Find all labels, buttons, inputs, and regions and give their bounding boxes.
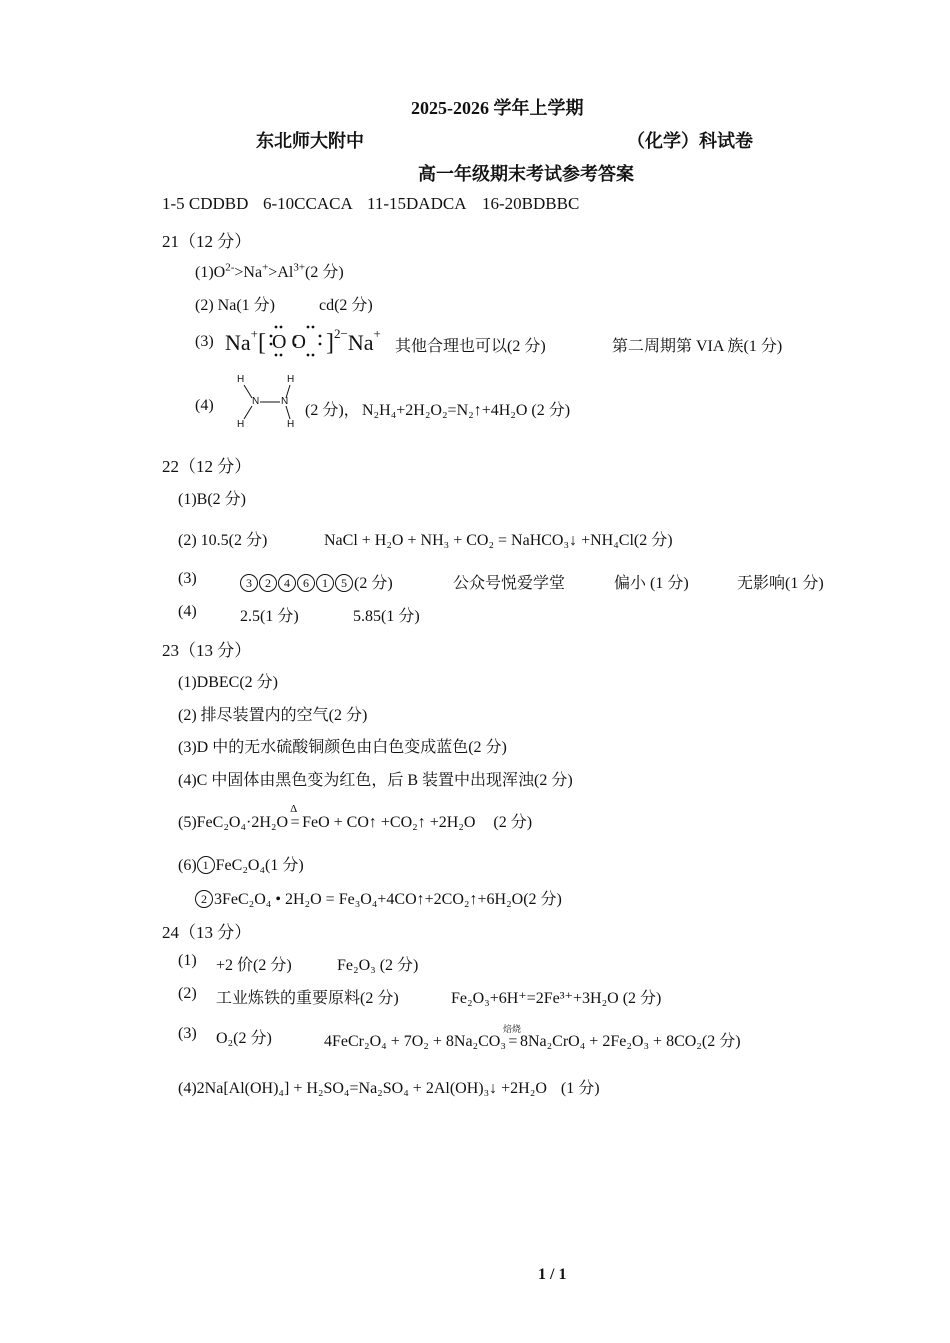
q24-p3-score: (2 分) bbox=[701, 1033, 741, 1050]
q23-heading: 23（13 分） bbox=[162, 641, 252, 660]
q23-part2: (2) 排尽装置内的空气(2 分) bbox=[178, 707, 368, 724]
q24-heading: 24（13 分） bbox=[162, 923, 252, 942]
circled-number: 3 bbox=[240, 574, 258, 592]
q22-part1: (1)B(2 分) bbox=[178, 491, 246, 508]
q24-part1-b: Fe₂O₃ (2 分) bbox=[337, 957, 419, 974]
q22-part2-value: (2) 10.5(2 分) bbox=[178, 532, 268, 549]
q23-part6-a bbox=[178, 852, 304, 875]
peroxide-charge: 2− bbox=[334, 326, 348, 341]
q24-part2-label: (2) bbox=[178, 985, 197, 1002]
q24-part1-label: (1) bbox=[178, 952, 197, 969]
q21-p1-text-na: >Na bbox=[234, 264, 263, 281]
circled-number: 4 bbox=[278, 574, 296, 592]
q21-part3-note: 其他合理也可以(2 分) bbox=[395, 338, 546, 355]
q23-part4: (4)C 中固体由黑色变为红色，后 B 装置中出现浑浊(2 分) bbox=[178, 772, 573, 789]
na-charge-right: + bbox=[373, 326, 381, 341]
q23-p6-b-text: 3FeC₂O₄ • 2H₂O = Fe₃O₄+4CO↑+2CO₂↑+6H₂O(2 分) bbox=[214, 891, 562, 908]
bracket-right: ] bbox=[326, 330, 334, 356]
q24-part4 bbox=[178, 1075, 600, 1098]
q23-p6-a-text: FeC₂O₄(1 分) bbox=[215, 857, 304, 874]
q24-part2-a: 工业炼铁的重要原料(2 分) bbox=[216, 990, 399, 1007]
circled-number: 6 bbox=[297, 574, 315, 592]
roast-condition: 焙烧 bbox=[502, 1024, 521, 1034]
exam-subject: （化学）科试卷 bbox=[627, 131, 753, 151]
q23-p6-label: (6) bbox=[178, 857, 197, 874]
q21-part4-label: (4) bbox=[195, 397, 214, 414]
q24-p3-eqsign: = bbox=[508, 1033, 518, 1050]
q23-part1: (1)DBEC(2 分) bbox=[178, 674, 278, 691]
peroxide-dots-icon bbox=[268, 324, 324, 358]
q21-heading: 21（12 分） bbox=[162, 232, 252, 251]
hydrazine-structure bbox=[234, 374, 298, 430]
delta-icon: Δ bbox=[290, 803, 298, 815]
q21-part4-score: (2 分)， bbox=[305, 402, 360, 419]
peroxide-o-text: O O bbox=[272, 331, 306, 353]
na-ion-left: Na bbox=[225, 330, 251, 355]
q22-part3-order bbox=[240, 570, 393, 593]
choice-answers-1-5: 1-5 CDDBD bbox=[162, 194, 249, 213]
q24-p3-left: 4FeCr₂O₄ + 7O₂ + 8Na₂CO₃ bbox=[324, 1033, 506, 1050]
atom-h-1: H bbox=[237, 374, 245, 385]
q23-p5-score: (2 分) bbox=[493, 814, 533, 831]
school-name: 东北师大附中 bbox=[256, 131, 364, 151]
atom-n-1: N bbox=[252, 396, 260, 407]
sodium-peroxide-dot-formula bbox=[225, 324, 381, 360]
q24-part1-a: +2 价(2 分) bbox=[216, 957, 292, 974]
q23-p5-reactant: (5)FeC₂O₄·2H₂O bbox=[178, 814, 289, 831]
choice-answers-16-20: 16-20BDBBC bbox=[482, 194, 580, 213]
q22-part3-b: 偏小 (1 分) bbox=[614, 575, 689, 592]
circled-number: 5 bbox=[335, 574, 353, 592]
watermark-text: 公众号悦爱学堂 bbox=[453, 575, 566, 592]
q24-p3-right: 8Na₂CrO₄ + 2Fe₂O₃ + 8CO₂ bbox=[519, 1033, 702, 1050]
q21-p1-score: (2 分) bbox=[305, 264, 344, 281]
q21-p1-sup-o: 2- bbox=[225, 261, 235, 274]
page-number: 1 / 1 bbox=[538, 1266, 567, 1283]
q21-part2-b: cd(2 分) bbox=[319, 297, 373, 314]
q21-part3-group: 第二周期第 VIA 族(1 分) bbox=[612, 338, 783, 355]
q24-part2-b: Fe₂O₃+6H⁺=2Fe³⁺+3H₂O (2 分) bbox=[451, 990, 662, 1007]
choice-answers-11-15: 11-15DADCA bbox=[367, 194, 467, 213]
choice-answers-6-10: 6-10CCACA bbox=[263, 194, 353, 213]
circled-number: 2 bbox=[259, 574, 277, 592]
heat-equals bbox=[288, 803, 302, 832]
q22-part4-b: 5.85(1 分) bbox=[353, 608, 420, 625]
atom-h-2: H bbox=[237, 419, 245, 430]
q22-part3-c: 无影响(1 分) bbox=[737, 575, 824, 592]
q24-p4-score: (1 分) bbox=[560, 1080, 600, 1097]
na-charge-left: + bbox=[250, 326, 258, 341]
q21-part1 bbox=[195, 259, 344, 282]
atom-h-3: H bbox=[287, 374, 295, 385]
peroxide-ion bbox=[266, 324, 326, 358]
circled-number: 1 bbox=[197, 856, 215, 874]
q21-part2-a: (2) Na(1 分) bbox=[195, 297, 275, 314]
q21-p1-sup-na: + bbox=[262, 261, 269, 274]
q23-p5-products: FeO + CO↑ +CO₂↑ +2H₂O bbox=[302, 814, 476, 831]
q23-part3: (3)D 中的无水硫酸铜颜色由白色变成蓝色(2 分) bbox=[178, 739, 507, 756]
q23-p5-eqsign: = bbox=[290, 814, 300, 831]
circled-number: 1 bbox=[316, 574, 334, 592]
q22-part4-a: 2.5(1 分) bbox=[240, 608, 299, 625]
q21-part4-equation: N₂H₄+2H₂O₂=N₂↑+4H₂O (2 分) bbox=[362, 402, 571, 419]
q23-part5 bbox=[178, 803, 533, 832]
q22-part3-label: (3) bbox=[178, 570, 197, 587]
q21-p1-text-al: >Al bbox=[268, 264, 294, 281]
q22-part4-label: (4) bbox=[178, 603, 197, 620]
atom-h-4: H bbox=[287, 419, 295, 430]
q24-part3-equation bbox=[324, 1024, 741, 1051]
q24-p4-equation: (4)2Na[Al(OH)₄] + H₂SO₄=Na₂SO₄ + 2Al(OH)₃↓ +2H₂O bbox=[178, 1080, 547, 1097]
roast-equals bbox=[502, 1024, 521, 1051]
atom-n-2: N bbox=[281, 396, 289, 407]
bracket-left: [ bbox=[258, 330, 266, 356]
page-title: 高一年级期末考试参考答案 bbox=[418, 164, 634, 184]
q22-part3-score: (2 分) bbox=[354, 575, 393, 592]
q23-part6-b bbox=[195, 886, 562, 909]
q21-p1-sup-al: 3+ bbox=[293, 261, 306, 274]
q21-part3-label: (3) bbox=[195, 333, 214, 350]
q22-part2-equation: NaCl + H₂O + NH₃ + CO₂ = NaHCO₃↓ +NH₄Cl(2 分) bbox=[324, 532, 673, 549]
na-ion-right: Na bbox=[347, 330, 374, 355]
exam-term: 2025-2026 学年上学期 bbox=[411, 98, 584, 118]
q22-heading: 22（12 分） bbox=[162, 457, 252, 476]
q24-part3-a: O₂(2 分) bbox=[216, 1030, 272, 1047]
q21-p1-text: (1)O bbox=[195, 264, 226, 281]
circled-number: 2 bbox=[195, 890, 213, 908]
q24-part3-label: (3) bbox=[178, 1025, 197, 1042]
